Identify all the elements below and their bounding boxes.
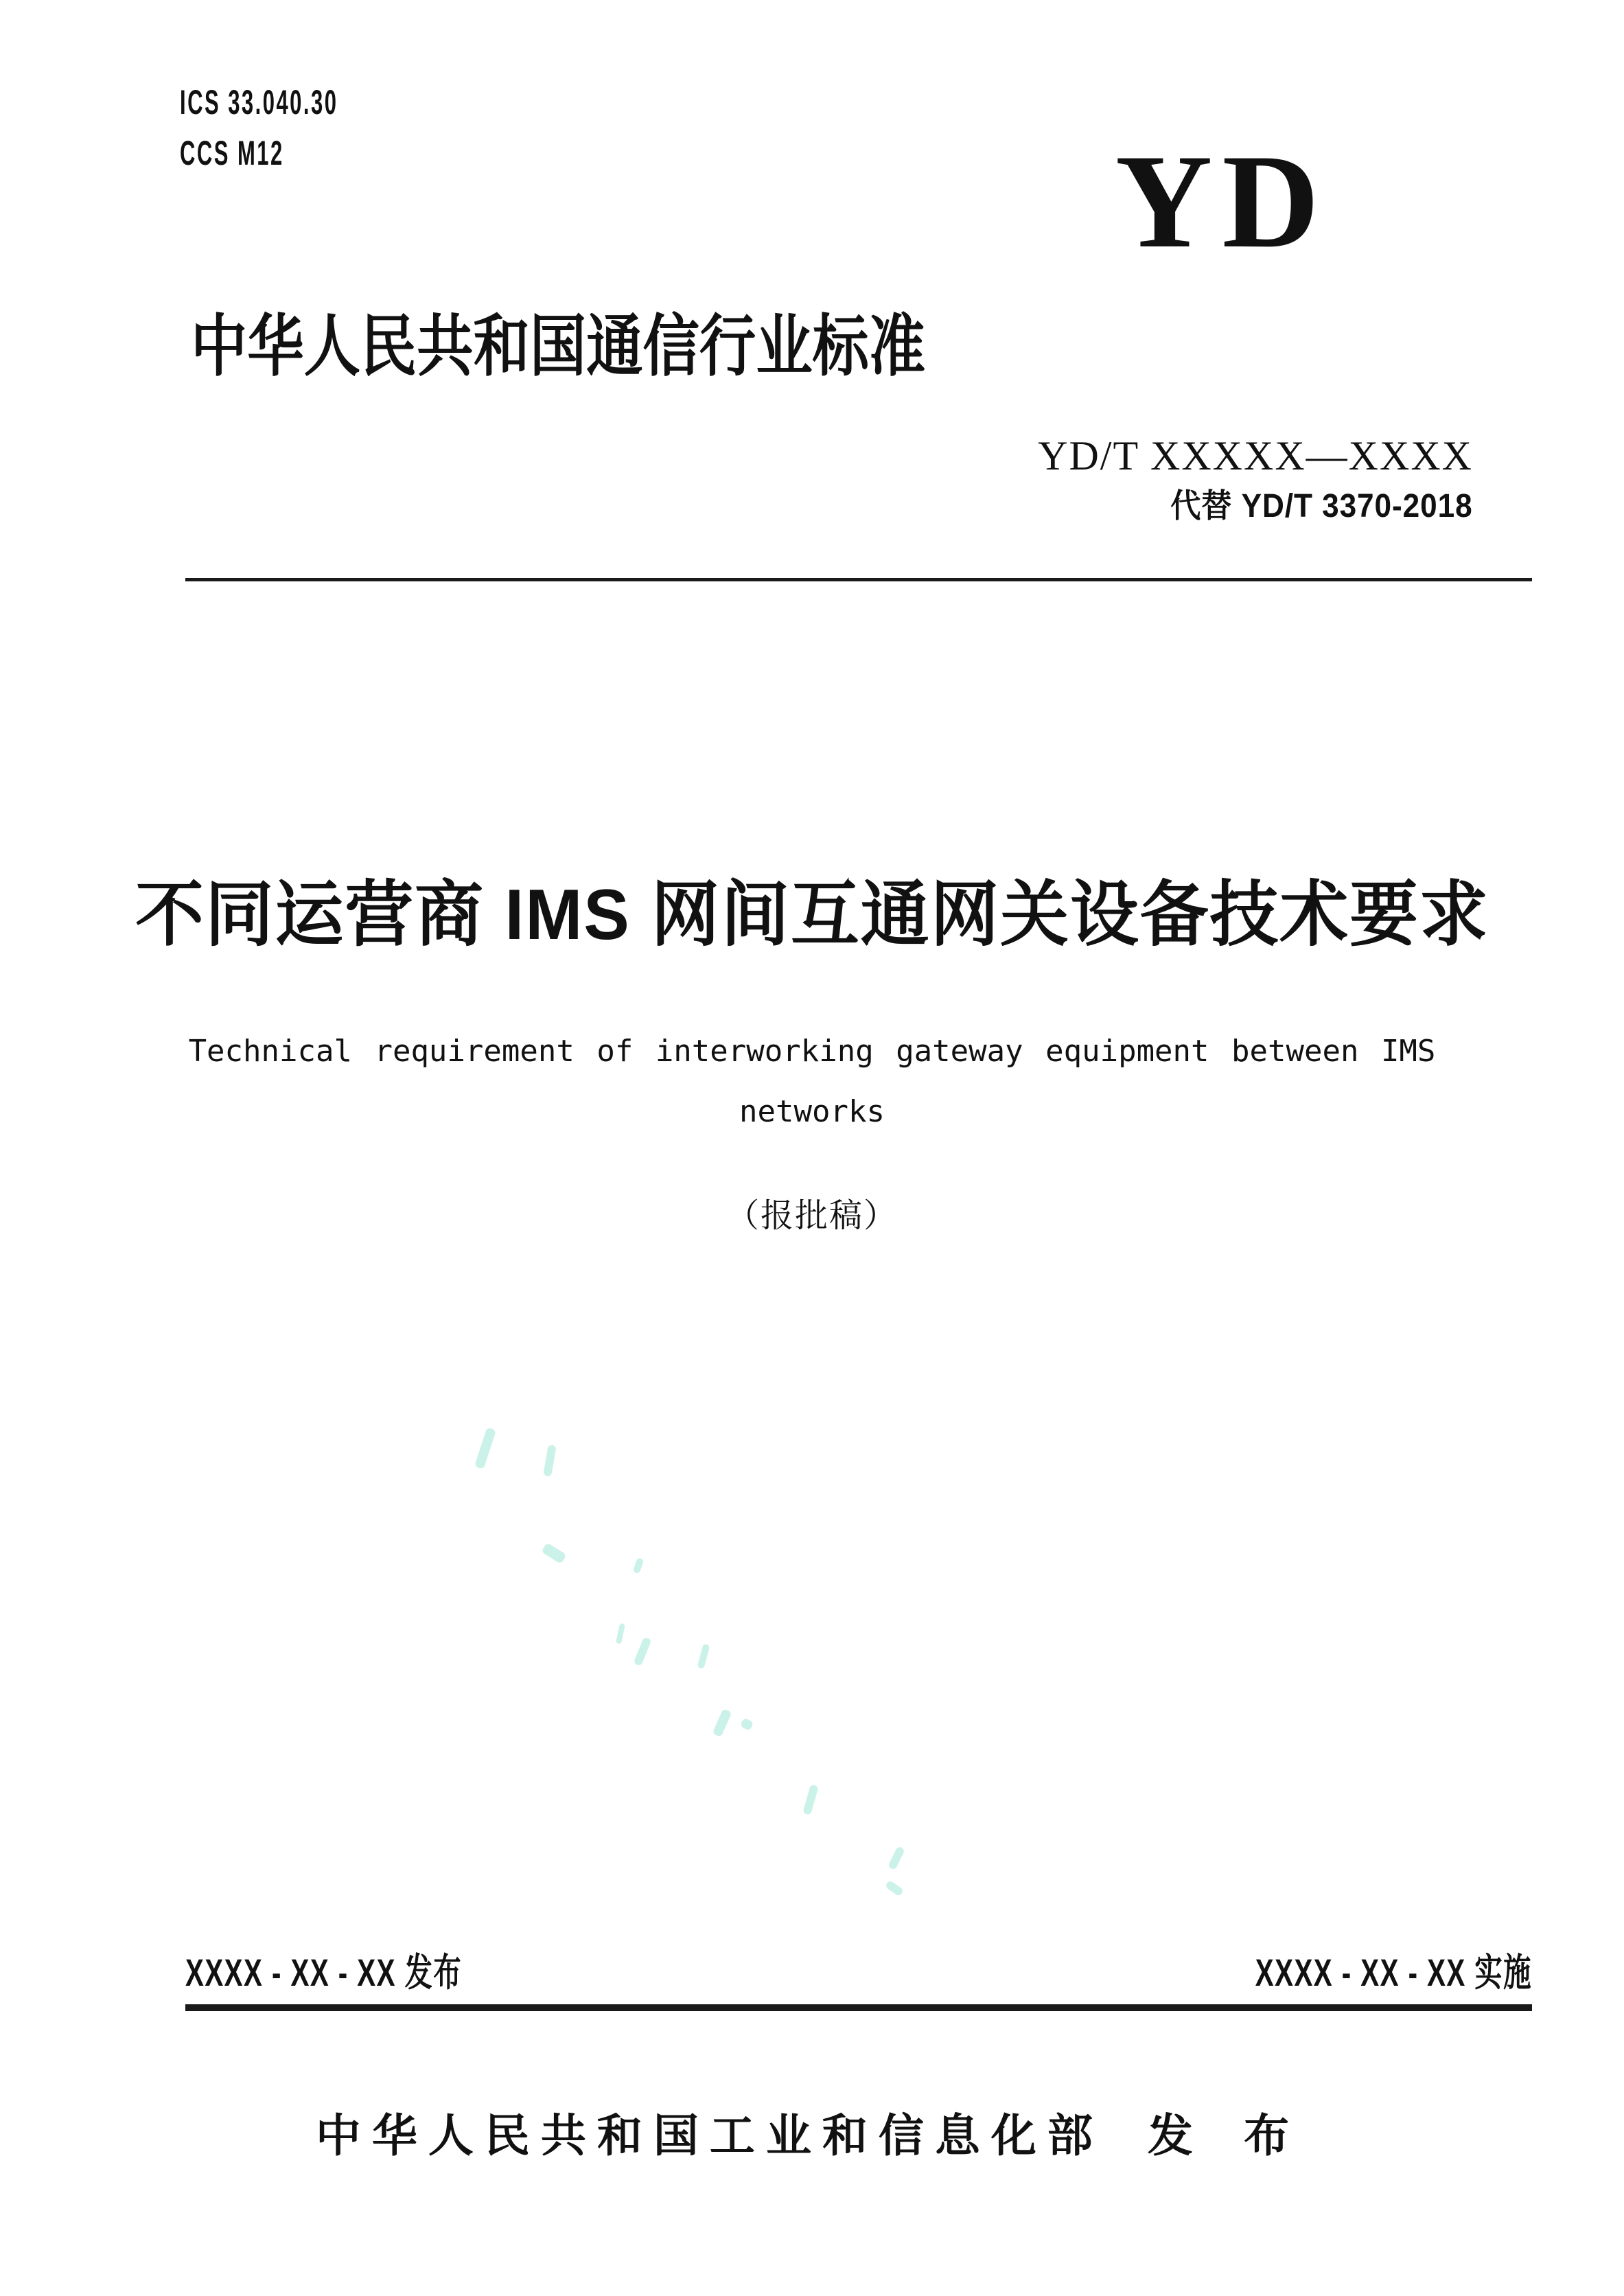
ics-code: ICS 33.040.30	[180, 83, 338, 121]
issuer-name: 中华人民共和国工业和信息化部	[315, 2110, 1104, 2161]
issuer-row	[0, 2099, 1624, 2164]
yd-logo: YD	[1115, 127, 1329, 276]
main-title-en-line1: Technical requirement of interworking gateway equipment between IMS	[188, 1034, 1436, 1069]
standard-number: YD/T XXXXX—XXXX	[1038, 433, 1473, 478]
draft-status: （报批稿）	[726, 1198, 898, 1234]
implement-date: XXXX - XX - XX 实施	[1255, 1951, 1532, 1994]
header-divider-line	[185, 578, 1532, 581]
footer-divider-line	[185, 2004, 1532, 2011]
date-row	[185, 1943, 1532, 1994]
main-title-zh: 不同运营商 IMS 网间互通网关设备技术要求	[135, 875, 1489, 955]
standard-type-heading: 中华人民共和国通信行业标准	[191, 308, 926, 384]
ccs-code: CCS M12	[180, 134, 284, 172]
issue-date: XXXX - XX - XX 发布	[185, 1951, 463, 1994]
issue-label: 发 布	[1147, 2110, 1309, 2161]
main-title-en	[0, 1021, 1624, 1142]
standard-number-block	[1038, 434, 1473, 524]
classification-codes	[180, 77, 435, 178]
main-title-en-line2: networks	[739, 1094, 885, 1129]
replaces-note: 代替 YD/T 3370-2018	[1170, 488, 1473, 524]
